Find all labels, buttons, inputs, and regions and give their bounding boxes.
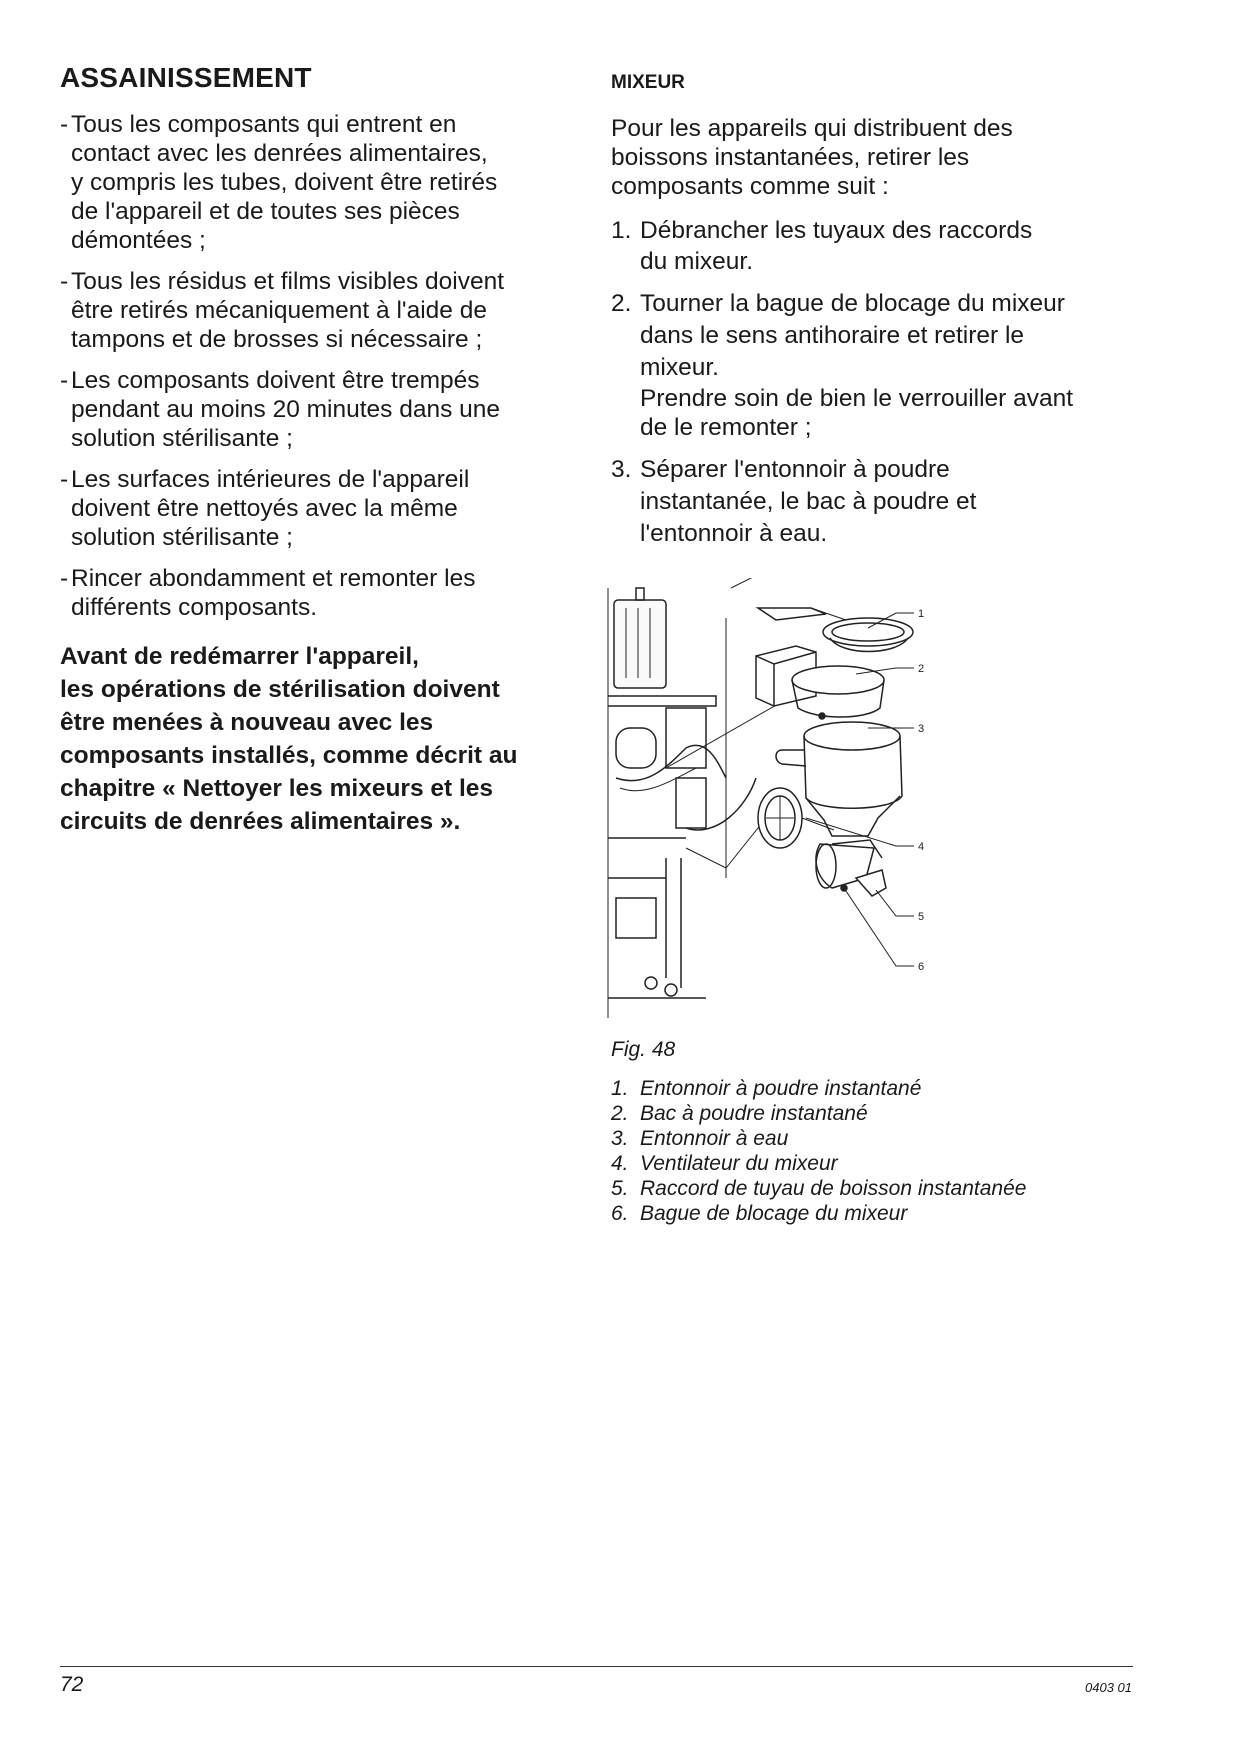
callout-leaders bbox=[806, 613, 914, 966]
restart-warning: Avant de redémarrer l'appareil, les opérations de stérilisation doivent être menées à nouveau avec les composants installés, comme décrit au chapitre « Nettoyer les mixeurs et les circuits de denrées alimentaires ». bbox=[60, 643, 518, 835]
figure-legend bbox=[611, 1076, 1026, 1226]
callout-6: 6 bbox=[918, 961, 925, 973]
legend-item: 1. Entonnoir à poudre instantané bbox=[611, 1077, 922, 1100]
callout-5: 5 bbox=[918, 911, 925, 923]
legend-item: 3. Entonnoir à eau bbox=[611, 1127, 789, 1150]
sanitizing-bullets bbox=[60, 110, 580, 622]
page-number: 72 bbox=[60, 1673, 84, 1696]
powder-tray-part bbox=[756, 646, 884, 719]
mixer-lock-ring-part bbox=[816, 840, 886, 896]
section-title: ASSAINISSEMENT bbox=[60, 62, 312, 93]
mixer-steps bbox=[611, 215, 1131, 550]
bullet-item: - Tous les composants qui entrent en contact avec les denrées alimentaires, y compris les tubes, doivent être retirés de l'appareil et de toutes ses pièces démontées ; bbox=[60, 110, 580, 255]
callout-1: 1 bbox=[918, 608, 925, 620]
legend-item: 5. Raccord de tuyau de boisson instantanée bbox=[611, 1177, 1027, 1200]
funnel-part bbox=[758, 608, 913, 652]
document-code: 0403 01 bbox=[1085, 1680, 1132, 1695]
mixer-exploded-diagram bbox=[606, 578, 956, 1018]
bullet-item: - Rincer abondamment et remonter les différents composants. bbox=[60, 564, 580, 622]
legend-item: 4. Ventilateur du mixeur bbox=[611, 1152, 838, 1175]
sanitizing-section bbox=[60, 62, 580, 838]
callout-3: 3 bbox=[918, 723, 925, 735]
legend-item: 2. Bac à poudre instantané bbox=[611, 1102, 868, 1125]
step-item: 3. Séparer l'entonnoir à poudre instantanée, le bac à poudre et l'entonnoir à eau. bbox=[611, 456, 977, 547]
section-title: MIXEUR bbox=[611, 72, 685, 93]
figure-caption: Fig. 48 bbox=[611, 1038, 676, 1061]
mixer-intro: Pour les appareils qui distribuent des boissons instantanées, retirer les composants comme suit : bbox=[611, 115, 1013, 200]
bullet-item: - Tous les résidus et films visibles doivent être retirés mécaniquement à l'aide de tampons et de brosses si nécessaire ; bbox=[60, 267, 580, 354]
legend-item: 6. Bague de blocage du mixeur bbox=[611, 1202, 908, 1225]
bullet-item: - Les composants doivent être trempés pendant au moins 20 minutes dans une solution stérilisante ; bbox=[60, 366, 580, 453]
mixer-section bbox=[611, 72, 1131, 562]
step-item: 2. Tourner la bague de blocage du mixeur dans le sens antihoraire et retirer le mixeur. Prendre soin de bien le verrouiller avant de le remonter ; bbox=[611, 290, 1074, 441]
callout-2: 2 bbox=[918, 663, 925, 675]
callout-4: 4 bbox=[918, 841, 925, 853]
step-item: 1. Débrancher les tuyaux des raccords du mixeur. bbox=[611, 217, 1033, 275]
bullet-item: - Les surfaces intérieures de l'appareil doivent être nettoyés avec la même solution stérilisante ; bbox=[60, 465, 580, 552]
footer-divider bbox=[60, 1666, 1133, 1667]
